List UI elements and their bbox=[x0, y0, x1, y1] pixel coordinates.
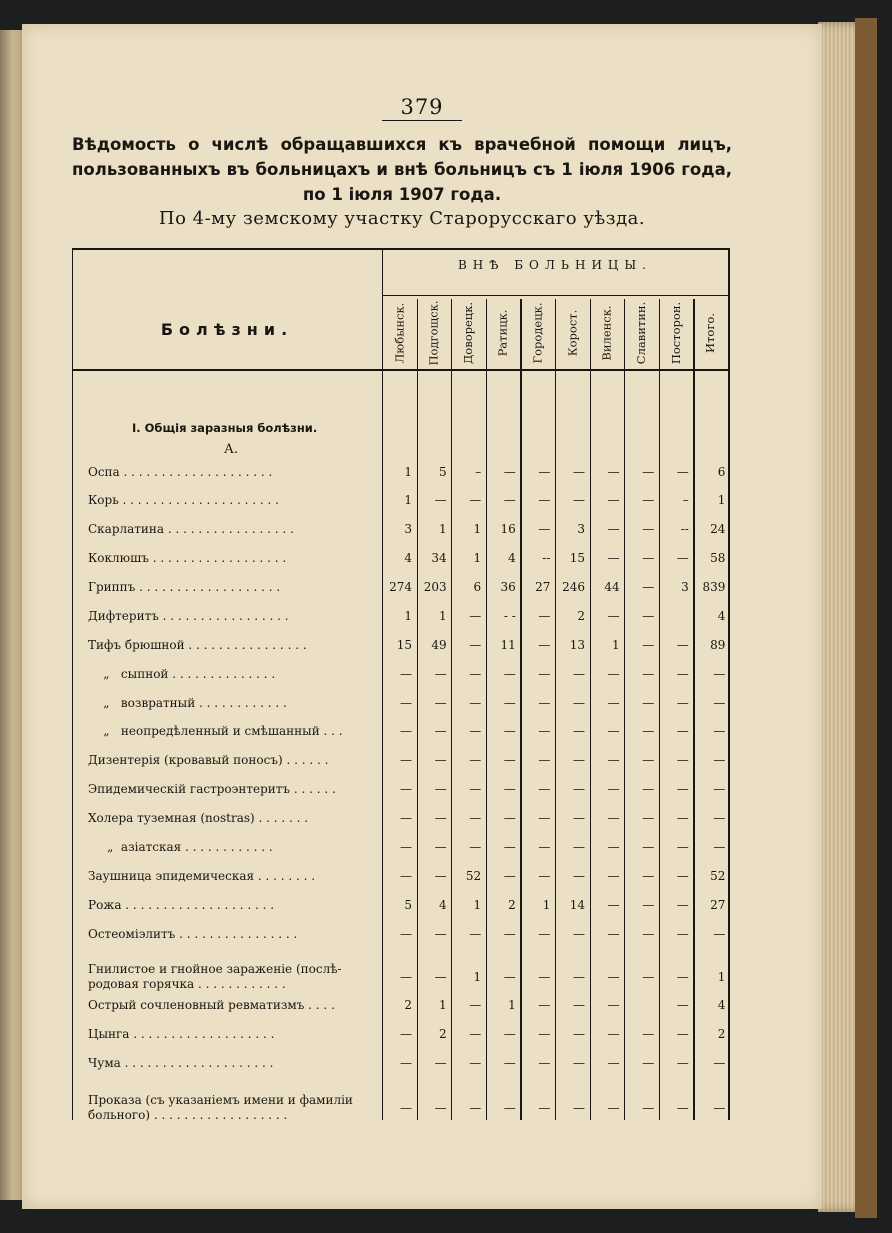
group-header-rule bbox=[382, 295, 728, 296]
table-cell: — bbox=[573, 696, 585, 710]
table-cell: — bbox=[676, 811, 689, 825]
column-header bbox=[382, 298, 416, 368]
table-cell: — bbox=[607, 1056, 620, 1070]
table-cell: — bbox=[538, 998, 551, 1012]
table-cell: — bbox=[642, 465, 655, 479]
book-page bbox=[22, 24, 822, 1209]
table-cell: 839 bbox=[702, 580, 726, 594]
table-left-border bbox=[72, 248, 73, 1120]
table-cell: — bbox=[713, 927, 726, 941]
table-cell: — bbox=[503, 970, 516, 984]
table-cell: — bbox=[713, 667, 726, 681]
table-cell: -- bbox=[680, 522, 689, 536]
table-cell: 3 bbox=[404, 522, 412, 536]
row-label: „ неопредѣленный и смѣшанный . . . bbox=[88, 724, 343, 738]
column-header bbox=[693, 298, 727, 368]
table-cell: — bbox=[573, 1027, 585, 1041]
table-cell: — bbox=[676, 1101, 689, 1115]
table-cell: — bbox=[676, 696, 689, 710]
table-cell: — bbox=[469, 1056, 482, 1070]
table-cell: — bbox=[538, 1027, 551, 1041]
table-cell: — bbox=[676, 998, 689, 1012]
table-header-rule bbox=[72, 369, 730, 371]
table-cell: — bbox=[676, 465, 689, 479]
row-label: Остеоміэлитъ . . . . . . . . . . . . . . . . bbox=[88, 927, 298, 941]
table-cell: 15 bbox=[396, 638, 412, 652]
table-cell: 14 bbox=[569, 898, 585, 912]
page-number: 379 bbox=[382, 94, 462, 121]
table-cell: — bbox=[676, 1056, 689, 1070]
table-cell: — bbox=[676, 782, 689, 796]
table-top-rule bbox=[72, 248, 730, 250]
table-cell: — bbox=[713, 753, 726, 767]
table-cell: — bbox=[400, 840, 412, 854]
table-cell: 1 bbox=[717, 970, 726, 984]
table-cell: — bbox=[400, 696, 412, 710]
table-cell: 1 bbox=[404, 493, 412, 507]
table-cell: — bbox=[400, 1056, 412, 1070]
table-cell: — bbox=[503, 667, 516, 681]
table-cell: 1 bbox=[438, 998, 447, 1012]
table-cell: 1 bbox=[508, 998, 516, 1012]
book-cover bbox=[855, 18, 877, 1218]
table-cell: 52 bbox=[465, 869, 482, 883]
table-cell: 5 bbox=[404, 898, 412, 912]
table-cell: — bbox=[434, 970, 447, 984]
table-cell: 6 bbox=[717, 465, 726, 479]
table-cell: — bbox=[503, 1101, 516, 1115]
column-header bbox=[659, 298, 693, 368]
table-cell: — bbox=[469, 811, 482, 825]
table-cell: – bbox=[475, 465, 482, 479]
table-cell: 4 bbox=[404, 551, 412, 565]
book-left-edge bbox=[0, 30, 22, 1200]
table-cell: — bbox=[573, 998, 585, 1012]
table-cell: 1 bbox=[611, 638, 620, 652]
table-cell: — bbox=[503, 1056, 516, 1070]
table-cell: — bbox=[676, 667, 689, 681]
table-cell: — bbox=[607, 970, 620, 984]
table-cell: 5 bbox=[438, 465, 447, 479]
table-cell: — bbox=[503, 493, 516, 507]
table-cell: 52 bbox=[710, 869, 726, 883]
table-cell: — bbox=[503, 696, 516, 710]
table-cell: — bbox=[503, 782, 516, 796]
table-right-border bbox=[728, 248, 730, 1120]
table-cell: 2 bbox=[508, 898, 516, 912]
table-cell: — bbox=[573, 927, 585, 941]
table-cell: — bbox=[607, 609, 620, 623]
table-cell: — bbox=[713, 696, 726, 710]
table-cell: — bbox=[538, 782, 551, 796]
row-label: Холера туземная (nostras) . . . . . . . bbox=[88, 811, 309, 825]
row-label: Оспа . . . . . . . . . . . . . . . . . . . . bbox=[88, 465, 273, 479]
table-cell: 203 bbox=[423, 580, 447, 594]
table-cell: — bbox=[642, 782, 655, 796]
row-label: Корь . . . . . . . . . . . . . . . . . . . . . bbox=[88, 493, 279, 507]
table-cell: 1 bbox=[404, 465, 412, 479]
table-cell: — bbox=[469, 724, 482, 738]
row-label: „ азіатская . . . . . . . . . . . . bbox=[88, 840, 273, 854]
table-cell: — bbox=[538, 724, 551, 738]
table-cell: — bbox=[503, 724, 516, 738]
row-label: Тифъ брюшной . . . . . . . . . . . . . . . . bbox=[88, 638, 307, 652]
table-cell: — bbox=[676, 840, 689, 854]
table-cell: — bbox=[642, 493, 655, 507]
column-header-label: Корост. bbox=[565, 309, 580, 357]
table-cell: — bbox=[538, 970, 551, 984]
table-cell: 34 bbox=[431, 551, 447, 565]
table-cell: — bbox=[469, 927, 482, 941]
table-cell: — bbox=[642, 580, 655, 594]
table-cell: — bbox=[573, 1101, 585, 1115]
column-header bbox=[486, 298, 520, 368]
table-cell: 1 bbox=[404, 609, 412, 623]
table-cell: 1 bbox=[473, 898, 482, 912]
table-cell: 2 bbox=[404, 998, 412, 1012]
column-header-label: Ратицк. bbox=[495, 309, 510, 357]
table-cell: — bbox=[573, 753, 585, 767]
table-cell: — bbox=[538, 667, 551, 681]
table-cell: 27 bbox=[535, 580, 551, 594]
table-cell: — bbox=[642, 898, 655, 912]
table-cell: — bbox=[676, 638, 689, 652]
column-header-label: Посторон. bbox=[668, 301, 683, 365]
table-cell: — bbox=[607, 811, 620, 825]
table-cell: — bbox=[503, 927, 516, 941]
table-cell: — bbox=[573, 782, 585, 796]
table-cell: — bbox=[538, 869, 551, 883]
column-header bbox=[555, 298, 589, 368]
table-cell: 27 bbox=[710, 898, 726, 912]
column-header-label: Виленск. bbox=[599, 305, 614, 361]
table-cell: — bbox=[607, 724, 620, 738]
table-cell: 4 bbox=[717, 609, 726, 623]
table-cell: — bbox=[573, 493, 585, 507]
table-cell: — bbox=[538, 609, 551, 623]
table-cell: — bbox=[607, 522, 620, 536]
table-cell: 4 bbox=[717, 998, 726, 1012]
table-cell: — bbox=[400, 970, 412, 984]
table-cell: — bbox=[713, 782, 726, 796]
table-cell: — bbox=[676, 753, 689, 767]
row-label: Гнилистое и гнойное зараженіе (послѣ- родовая горячка . . . . . . . . . . . . bbox=[88, 962, 346, 991]
table-cell: — bbox=[538, 927, 551, 941]
table-cell: 1 bbox=[473, 522, 482, 536]
table-cell: — bbox=[607, 696, 620, 710]
table-cell: — bbox=[434, 696, 447, 710]
row-label: Скарлатина . . . . . . . . . . . . . . . . . bbox=[88, 522, 294, 536]
group-header: ВНѢ БОЛЬНИЦЫ. bbox=[457, 258, 652, 272]
column-header bbox=[590, 298, 624, 368]
table-cell: — bbox=[503, 840, 516, 854]
table-cell: — bbox=[607, 898, 620, 912]
column-header-label: Подгощск. bbox=[426, 300, 441, 366]
column-header bbox=[417, 298, 451, 368]
table-cell: — bbox=[713, 724, 726, 738]
table-cell: — bbox=[607, 493, 620, 507]
row-label: Рожа . . . . . . . . . . . . . . . . . . . . bbox=[88, 898, 275, 912]
table-cell: — bbox=[469, 753, 482, 767]
table-cell: — bbox=[573, 840, 585, 854]
section-title: I. Общія заразныя болѣзни. bbox=[132, 421, 318, 435]
statistics-table bbox=[72, 248, 730, 1120]
table-cell: 1 bbox=[438, 522, 447, 536]
table-cell: — bbox=[642, 1056, 655, 1070]
table-cell: – bbox=[682, 493, 689, 507]
table-cell: — bbox=[607, 927, 620, 941]
table-cell: — bbox=[434, 782, 447, 796]
table-cell: — bbox=[607, 869, 620, 883]
table-cell: — bbox=[503, 465, 516, 479]
table-cell: 1 bbox=[473, 970, 482, 984]
table-cell: — bbox=[713, 1056, 726, 1070]
table-cell: — bbox=[642, 1101, 655, 1115]
table-cell: — bbox=[400, 811, 412, 825]
table-cell: — bbox=[400, 1101, 412, 1115]
table-cell: — bbox=[642, 753, 655, 767]
column-header bbox=[624, 298, 658, 368]
table-cell: — bbox=[676, 970, 689, 984]
table-cell: — bbox=[469, 1027, 482, 1041]
table-cell: — bbox=[713, 840, 726, 854]
column-header-label: Итого. bbox=[703, 313, 718, 353]
table-cell: — bbox=[573, 869, 585, 883]
document-title: Вѣдомость о числѣ обращавшихся къ врачебной помощи лицъ, пользованныхъ въ больницахъ и внѣ больницъ съ 1 іюля 1906 года, по 1 іюля 1907 года. bbox=[72, 135, 732, 204]
table-cell: — bbox=[642, 551, 655, 565]
table-cell: — bbox=[607, 998, 620, 1012]
table-cell: 2 bbox=[577, 609, 585, 623]
table-cell: — bbox=[503, 753, 516, 767]
table-cell: 274 bbox=[389, 580, 412, 594]
table-cell: — bbox=[642, 667, 655, 681]
disease-column-header: Болѣзни. bbox=[160, 320, 294, 339]
table-cell: 4 bbox=[508, 551, 516, 565]
row-label: Эпидемическій гастроэнтеритъ . . . . . . bbox=[88, 782, 336, 796]
table-cell: — bbox=[676, 551, 689, 565]
table-cell: — bbox=[469, 696, 482, 710]
table-cell: 3 bbox=[577, 522, 585, 536]
table-cell: 89 bbox=[710, 638, 726, 652]
table-cell: — bbox=[434, 840, 447, 854]
table-cell: — bbox=[642, 638, 655, 652]
column-header-label: Доворецк. bbox=[461, 301, 476, 365]
table-cell: — bbox=[538, 840, 551, 854]
table-cell: — bbox=[503, 869, 516, 883]
table-cell: — bbox=[607, 465, 620, 479]
table-cell: — bbox=[573, 724, 585, 738]
column-header bbox=[451, 298, 485, 368]
table-cell: — bbox=[503, 811, 516, 825]
column-header-label: Славитин. bbox=[634, 301, 649, 365]
row-label: Дизентерія (кровавый поносъ) . . . . . . bbox=[88, 753, 329, 767]
row-label: „ сыпной . . . . . . . . . . . . . . bbox=[88, 667, 276, 681]
table-cell: — bbox=[573, 970, 585, 984]
table-cell: 49 bbox=[431, 638, 447, 652]
table-cell: — bbox=[400, 869, 412, 883]
table-cell: — bbox=[713, 811, 726, 825]
column-header-label: Любынск. bbox=[392, 302, 407, 364]
row-label: Острый сочленовный ревматизмъ . . . . bbox=[88, 998, 335, 1012]
table-cell: — bbox=[642, 1027, 655, 1041]
table-cell: — bbox=[676, 724, 689, 738]
table-cell: — bbox=[676, 1027, 689, 1041]
table-cell: — bbox=[469, 782, 482, 796]
table-cell: — bbox=[400, 927, 412, 941]
table-cell: 246 bbox=[562, 580, 585, 594]
table-cell: 13 bbox=[569, 638, 585, 652]
table-cell: — bbox=[607, 667, 620, 681]
table-cell: — bbox=[607, 753, 620, 767]
table-cell: — bbox=[538, 1101, 551, 1115]
table-cell: — bbox=[400, 667, 412, 681]
row-label: Цынга . . . . . . . . . . . . . . . . . . . bbox=[88, 1027, 275, 1041]
table-cell: — bbox=[469, 998, 482, 1012]
table-cell: 2 bbox=[438, 1027, 447, 1041]
table-cell: — bbox=[434, 869, 447, 883]
column-header bbox=[520, 298, 554, 368]
table-cell: — bbox=[434, 667, 447, 681]
table-cell: — bbox=[400, 1027, 412, 1041]
table-cell: — bbox=[434, 493, 447, 507]
table-cell: 2 bbox=[717, 1027, 726, 1041]
row-label: Заушница эпидемическая . . . . . . . . bbox=[88, 869, 316, 883]
table-cell: — bbox=[503, 1027, 516, 1041]
table-cell: — bbox=[434, 1101, 447, 1115]
row-label: „ возвратный . . . . . . . . . . . . bbox=[88, 696, 287, 710]
row-label: Дифтеритъ . . . . . . . . . . . . . . . . . bbox=[88, 609, 289, 623]
table-cell: 3 bbox=[681, 580, 689, 594]
table-cell: — bbox=[469, 638, 482, 652]
table-cell: — bbox=[469, 667, 482, 681]
table-cell: 1 bbox=[542, 898, 551, 912]
table-cell: — bbox=[538, 753, 551, 767]
table-cell: — bbox=[469, 840, 482, 854]
table-cell: 4 bbox=[438, 898, 447, 912]
document-subtitle: По 4-му земскому участку Старорусскаго уѣзда. bbox=[158, 208, 646, 229]
table-cell: — bbox=[434, 811, 447, 825]
table-cell: 16 bbox=[500, 522, 516, 536]
table-cell: 1 bbox=[438, 609, 447, 623]
row-label: Гриппъ . . . . . . . . . . . . . . . . . . . bbox=[88, 580, 281, 594]
table-cell: 24 bbox=[710, 522, 726, 536]
table-cell: — bbox=[642, 811, 655, 825]
table-cell: — bbox=[434, 927, 447, 941]
table-cell: 1 bbox=[473, 551, 482, 565]
table-cell: — bbox=[607, 1101, 620, 1115]
table-cell: — bbox=[538, 638, 551, 652]
table-cell: — bbox=[642, 970, 655, 984]
table-cell: — bbox=[400, 724, 412, 738]
table-cell: — bbox=[538, 811, 551, 825]
table-cell: — bbox=[573, 811, 585, 825]
table-cell: 15 bbox=[569, 551, 585, 565]
table-cell: — bbox=[642, 840, 655, 854]
table-cell: — bbox=[607, 782, 620, 796]
table-cell: - - bbox=[503, 609, 516, 623]
table-cell: — bbox=[469, 1101, 482, 1115]
table-cell: — bbox=[538, 696, 551, 710]
table-cell: — bbox=[434, 753, 447, 767]
table-cell: — bbox=[607, 551, 620, 565]
table-cell: 6 bbox=[473, 580, 482, 594]
table-cell: — bbox=[642, 927, 655, 941]
table-cell: — bbox=[538, 465, 551, 479]
table-cell: — bbox=[434, 724, 447, 738]
table-cell: — bbox=[573, 465, 585, 479]
column-header-label: Городецк. bbox=[530, 302, 545, 364]
table-cell: 1 bbox=[717, 493, 726, 507]
table-cell: 11 bbox=[500, 638, 516, 652]
row-label: Проказа (съ указаніемъ имени и фамиліи больного) . . . . . . . . . . . . . . . . . . bbox=[88, 1093, 357, 1122]
table-cell: — bbox=[676, 927, 689, 941]
table-cell: — bbox=[538, 522, 551, 536]
table-cell: — bbox=[607, 1027, 620, 1041]
table-cell: — bbox=[713, 1101, 726, 1115]
table-cell: — bbox=[676, 898, 689, 912]
table-cell: — bbox=[400, 753, 412, 767]
table-cell: — bbox=[642, 522, 655, 536]
table-cell: — bbox=[434, 1056, 447, 1070]
table-cell: — bbox=[469, 493, 482, 507]
table-cell: — bbox=[642, 869, 655, 883]
table-cell: 44 bbox=[604, 580, 620, 594]
table-cell: — bbox=[573, 667, 585, 681]
table-cell: — bbox=[676, 869, 689, 883]
table-cell: — bbox=[400, 782, 412, 796]
table-cell: — bbox=[538, 493, 551, 507]
table-cell: — bbox=[607, 840, 620, 854]
table-cell: — bbox=[642, 609, 655, 623]
table-cell: — bbox=[573, 1056, 585, 1070]
section-subtitle: А. bbox=[224, 442, 238, 457]
table-cell: — bbox=[538, 1056, 551, 1070]
table-cell: — bbox=[642, 696, 655, 710]
table-cell: 36 bbox=[500, 580, 516, 594]
table-cell: 58 bbox=[710, 551, 726, 565]
row-label: Коклюшъ . . . . . . . . . . . . . . . . . . bbox=[88, 551, 287, 565]
row-label: Чума . . . . . . . . . . . . . . . . . . . . bbox=[88, 1056, 274, 1070]
table-cell: -- bbox=[542, 551, 551, 565]
table-cell: — bbox=[469, 609, 482, 623]
table-cell: — bbox=[642, 724, 655, 738]
